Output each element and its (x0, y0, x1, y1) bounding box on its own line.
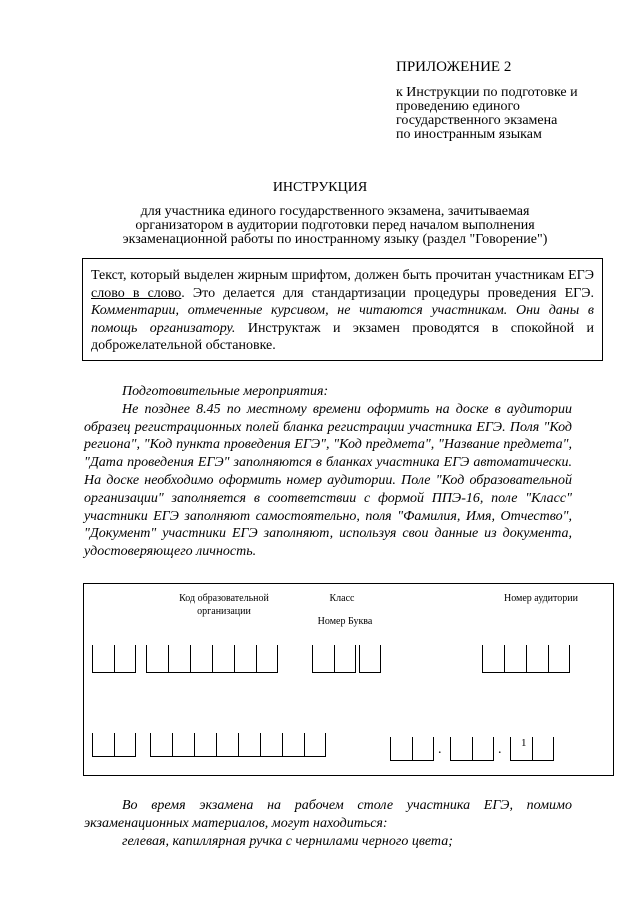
label-class-sub: Номер Буква (317, 616, 373, 627)
subject-cells (150, 733, 326, 757)
room-number-cells (482, 645, 570, 673)
class-number-cells (312, 645, 356, 673)
appendix-line: к Инструкции по подготовке и (396, 85, 578, 100)
registration-form-sample: Код образовательной организации Класс Номер Буква Номер аудитории . . 1 (83, 583, 614, 776)
notice-italic: Комментарии, отмеченные курсивом, не читаются участникам. Они даны в помощь организатору. (91, 303, 594, 336)
subtitle-line: для участника единого государственного экзамена, зачитываемая (140, 204, 530, 219)
prep-body: Не позднее 8.45 по местному времени оформить на доске в аудитории образец регистрационных полей бланка регистрации участника ЕГЭ. Поля "Код региона", "Код пункта проведения ЕГЭ", "Код предмета", "Название предмета", "Дата проведения ЕГЭ" заполняются в бланках участника ЕГЭ автоматически. На доске необходимо оформить номер аудитории. Поле "Код образовательной организации" заполняется в соответствии с формой ППЭ-16, поле "Класс" участники ЕГЭ заполняют самостоятельно, поля "Фамилия, Имя, Отчество", "Документ" участники ЕГЭ заполняют, используя свои данные из документа, удостоверяющего личность. (84, 401, 572, 560)
date-digit: 1 (521, 737, 527, 749)
prep-heading: Подготовительные мероприятия: (122, 384, 329, 399)
appendix-line: государственного экзамена (396, 113, 558, 128)
appendix-title: ПРИЛОЖЕНИЕ 2 (396, 59, 512, 75)
appendix-line: проведению единого (396, 99, 520, 114)
org-code-cells-b (146, 645, 278, 673)
document-title: ИНСТРУКЦИЯ (272, 180, 368, 195)
subtitle-line: экзаменационной работы по иностранному языку (раздел "Говорение") (122, 232, 548, 247)
notice-text: Инструктаж и экзамен проводятся в спокойной и доброжелательной обстановке. (91, 320, 594, 354)
exam-line-1: Во время экзамена на рабочем столе участника ЕГЭ, помимо экзаменационных материалов, могут находиться: (84, 798, 572, 831)
class-letter-cell (359, 645, 381, 673)
prep-section (84, 383, 572, 561)
date-day-cells (390, 737, 434, 761)
exam-section (84, 797, 572, 850)
notice-text: . Это делается для стандартизации процедуры проведения ЕГЭ. (181, 285, 594, 301)
appendix-reference (396, 86, 578, 142)
org-code-cells-a (92, 645, 136, 673)
notice-text: Текст, который выделен жирным шрифтом, должен быть прочитан участникам ЕГЭ (91, 268, 594, 283)
label-org-code: Код образовательной организации (179, 593, 269, 617)
label-room: Номер аудитории (504, 593, 578, 604)
notice-underlined: слово в слово (91, 285, 182, 301)
label-class: Класс (329, 593, 355, 604)
notice-box (82, 258, 603, 361)
document-subtitle (95, 205, 575, 247)
region-code-cells (92, 733, 136, 757)
date-month-cells (450, 737, 494, 761)
date-year-cells (510, 737, 554, 761)
exam-line-2: гелевая, капиллярная ручка с чернилами черного цвета; (122, 833, 453, 849)
appendix-line: по иностранным языкам (396, 127, 542, 142)
subtitle-line: организатором в аудитории подготовки перед началом выполнения (135, 218, 535, 233)
